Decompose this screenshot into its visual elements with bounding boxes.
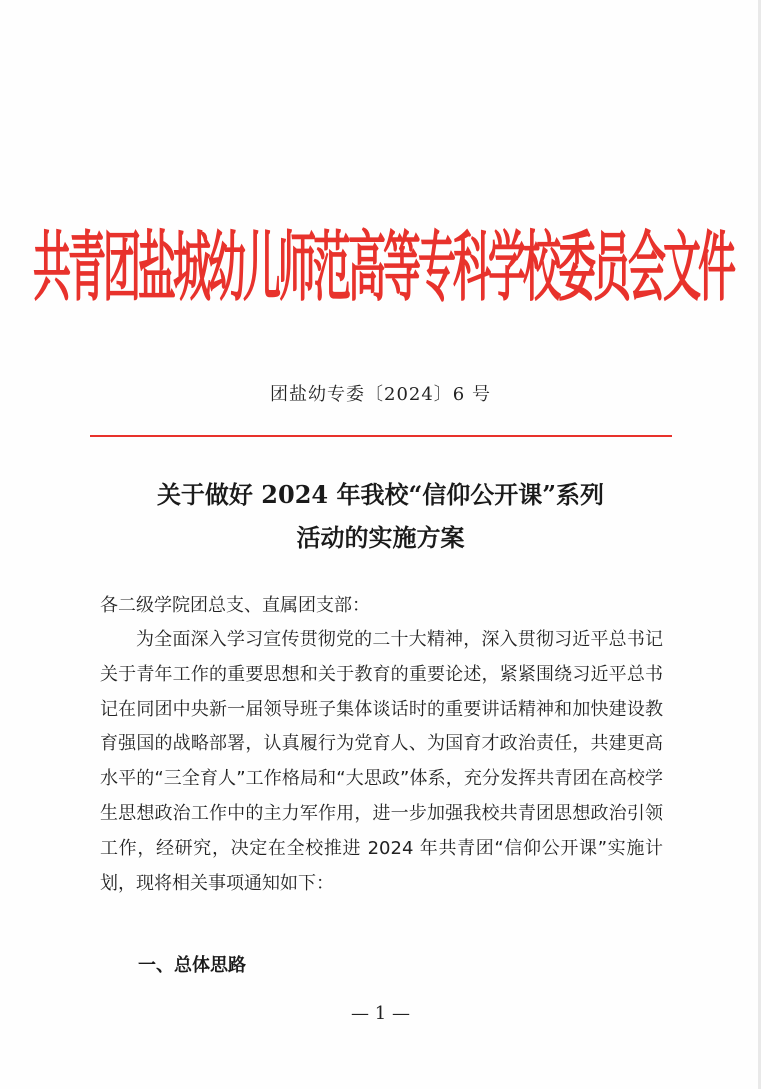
red-divider-line (90, 435, 672, 437)
document-header (33, 205, 734, 315)
section-heading: 一、总体思路 (138, 955, 246, 976)
document-number: 团盐幼专委〔2024〕6 号 (270, 384, 491, 405)
body-paragraph: 为全面深入学习宣传贯彻党的二十大精神，深入贯彻习近平总书记关于青年工作的重要思想和关于教育的重要论述，紧紧围绕习近平总书记在同团中央新一届领导班子集体谈话时的重要讲话精神和加快建设教育强国的战略部署，认真履行为党育人、为国育才政治责任，共建更高水平的“三全育人”工作格局和“大思政”体系，充分发挥共青团在高校学生思想政治工作中的主力军作用，进一步加强我校共青团思想政治引领工作，经研究，决定在全校推进 2024 年共青团“信仰公开课”实施计划，现将相关事项通知如下： (100, 629, 663, 894)
page-number: — 1 — (351, 1003, 410, 1024)
salutation: 各二级学院团总支、直属团支部： (100, 595, 370, 616)
document-header-title: 共青团盐城幼儿师范高等专科学校委员会文件 (33, 221, 734, 311)
document-title-line-1: 关于做好 2024 年我校“信仰公开课”系列 (156, 480, 605, 509)
document-title-line-2: 活动的实施方案 (296, 523, 465, 552)
